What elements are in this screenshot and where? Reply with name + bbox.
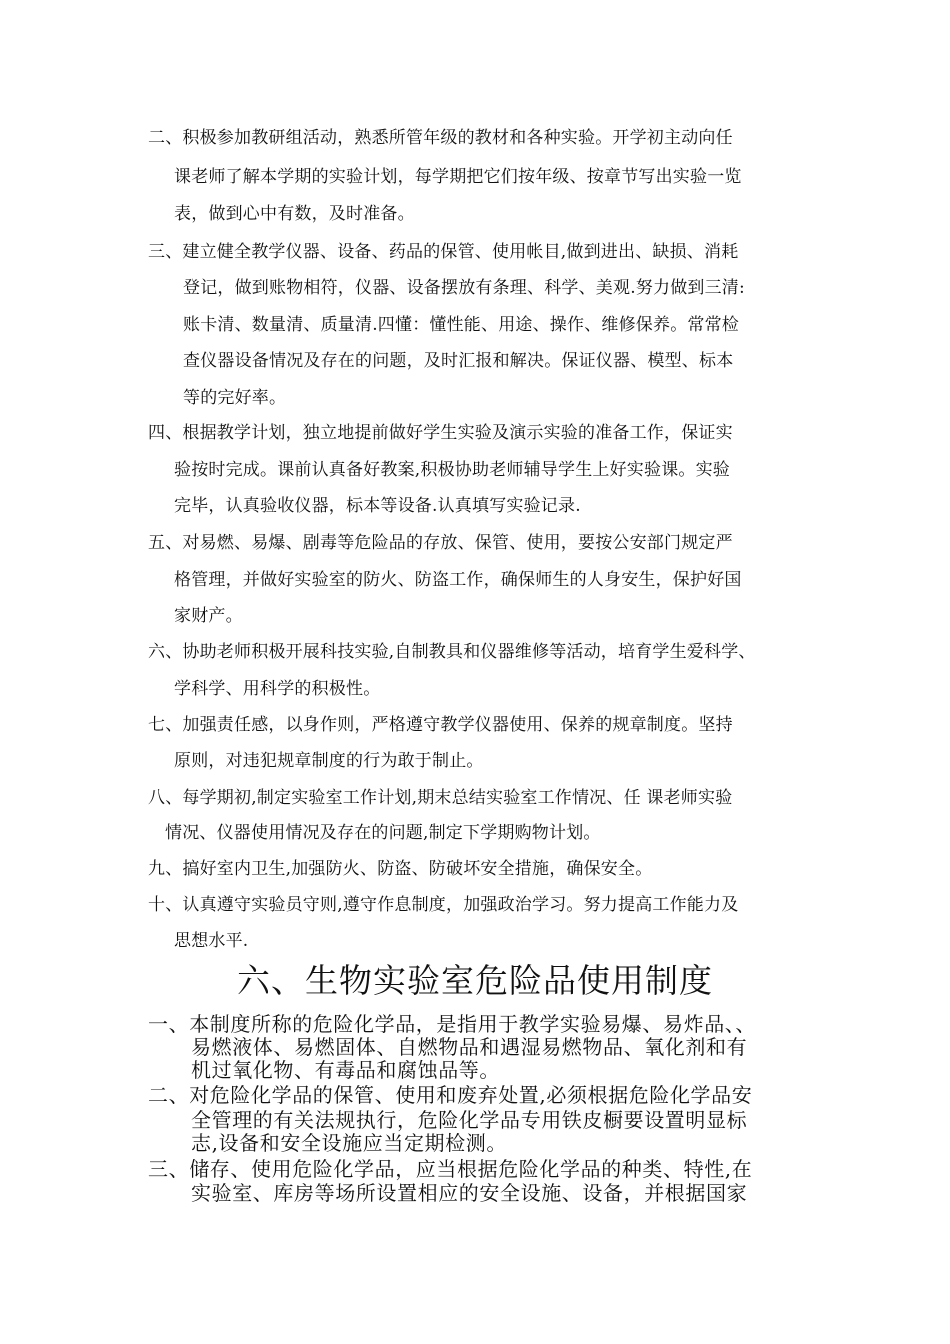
item-8-line-2: 情况、仪器使用情况及存在的问题,制定下学期购物计划。 [165,823,601,843]
hazard-item-3-line-1: 三、储存、使用危险化学品，应当根据危险化学品的种类、特性,在 [148,1157,753,1181]
item-3-line-1: 三、建立健全教学仪器、设备、药品的保管、使用帐目,做到进出、缺损、消耗 [148,242,739,262]
item-7-line-1: 七、加强责任感，以身作则，严格遵守教学仪器使用、保养的规章制度。坚持 [148,715,733,735]
item-5-line-1: 五、对易燃、易爆、剧毒等危险品的存放、保管、使用，要按公安部门规定严 [148,533,733,553]
item-4-line-3: 完毕，认真验收仪器，标本等设备.认真填写实验记录. [174,496,581,516]
item-5-line-3: 家财产。 [174,606,243,626]
item-3-line-5: 等的完好率。 [183,388,287,408]
item-8-line-1: 八、每学期初,制定实验室工作计划,期末总结实验室工作情况、任 课老师实验 [148,788,733,808]
item-4-line-2: 验按时完成。课前认真备好教案,积极协助老师辅导学生上好实验课。实验 [174,460,731,480]
item-6-line-2: 学科学、用科学的积极性。 [174,679,381,699]
item-7-line-2: 原则，对违犯规章制度的行为敢于制止。 [174,751,484,771]
item-9-line-1: 九、搞好室内卫生,加强防火、防盗、防破坏安全措施，确保安全。 [148,859,653,879]
hazard-item-2-line-3: 志,设备和安全设施应当定期检测。 [191,1131,507,1155]
item-10-line-1: 十、认真遵守实验员守则,遵守作息制度，加强政治学习。努力提高工作能力及 [148,895,739,915]
item-2-line-3: 表，做到心中有数，及时准备。 [174,204,415,224]
item-2-line-1: 二、积极参加教研组活动，熟悉所管年级的教材和各种实验。开学初主动向任 [148,128,733,148]
item-3-line-4: 查仪器设备情况及存在的问题，及时汇报和解决。保证仪器、模型、标本 [183,351,734,371]
item-10-line-2: 思想水平. [174,931,249,951]
item-5-line-2: 格管理，并做好实验室的防火、防盗工作，确保师生的人身安生，保护好国 [174,570,742,590]
hazard-item-1-line-1: 一、本制度所称的危险化学品，是指用于教学实验易爆、易炸品、、 [148,1012,756,1036]
hazard-item-3-line-2: 实验室、库房等场所设置相应的安全设施、设备，并根据国家 [191,1181,748,1205]
hazard-item-1-line-3: 机过氧化物、有毒品和腐蚀品等。 [191,1058,500,1082]
hazard-item-1-line-2: 易燃液体、易燃固体、自燃物品和遇湿易燃物品、氧化剂和有 [191,1035,748,1059]
section-title: 六、生物实验室危险品使用制度 [237,961,713,1000]
item-2-line-2: 课老师了解本学期的实验计划，每学期把它们按年级、按章节写出实验一览 [174,167,742,187]
item-3-line-3: 账卡清、数量清、质量清.四懂：懂性能、用途、操作、维修保养。常常检 [183,315,740,335]
hazard-item-2-line-2: 全管理的有关法规执行，危险化学品专用铁皮橱要设置明显标 [191,1108,748,1132]
hazard-item-2-line-1: 二、对危险化学品的保管、使用和废弃处置,必须根据危险化学品安 [148,1083,753,1107]
item-3-line-2: 登记，做到账物相符，仪器、设备摆放有条理、科学、美观.努力做到三清: [183,278,745,298]
item-6-line-1: 六、协助老师积极开展科技实验,自制教具和仪器维修等活动，培育学生爱科学、 [148,642,756,662]
item-4-line-1: 四、根据教学计划，独立地提前做好学生实验及演示实验的准备工作，保证实 [148,423,733,443]
